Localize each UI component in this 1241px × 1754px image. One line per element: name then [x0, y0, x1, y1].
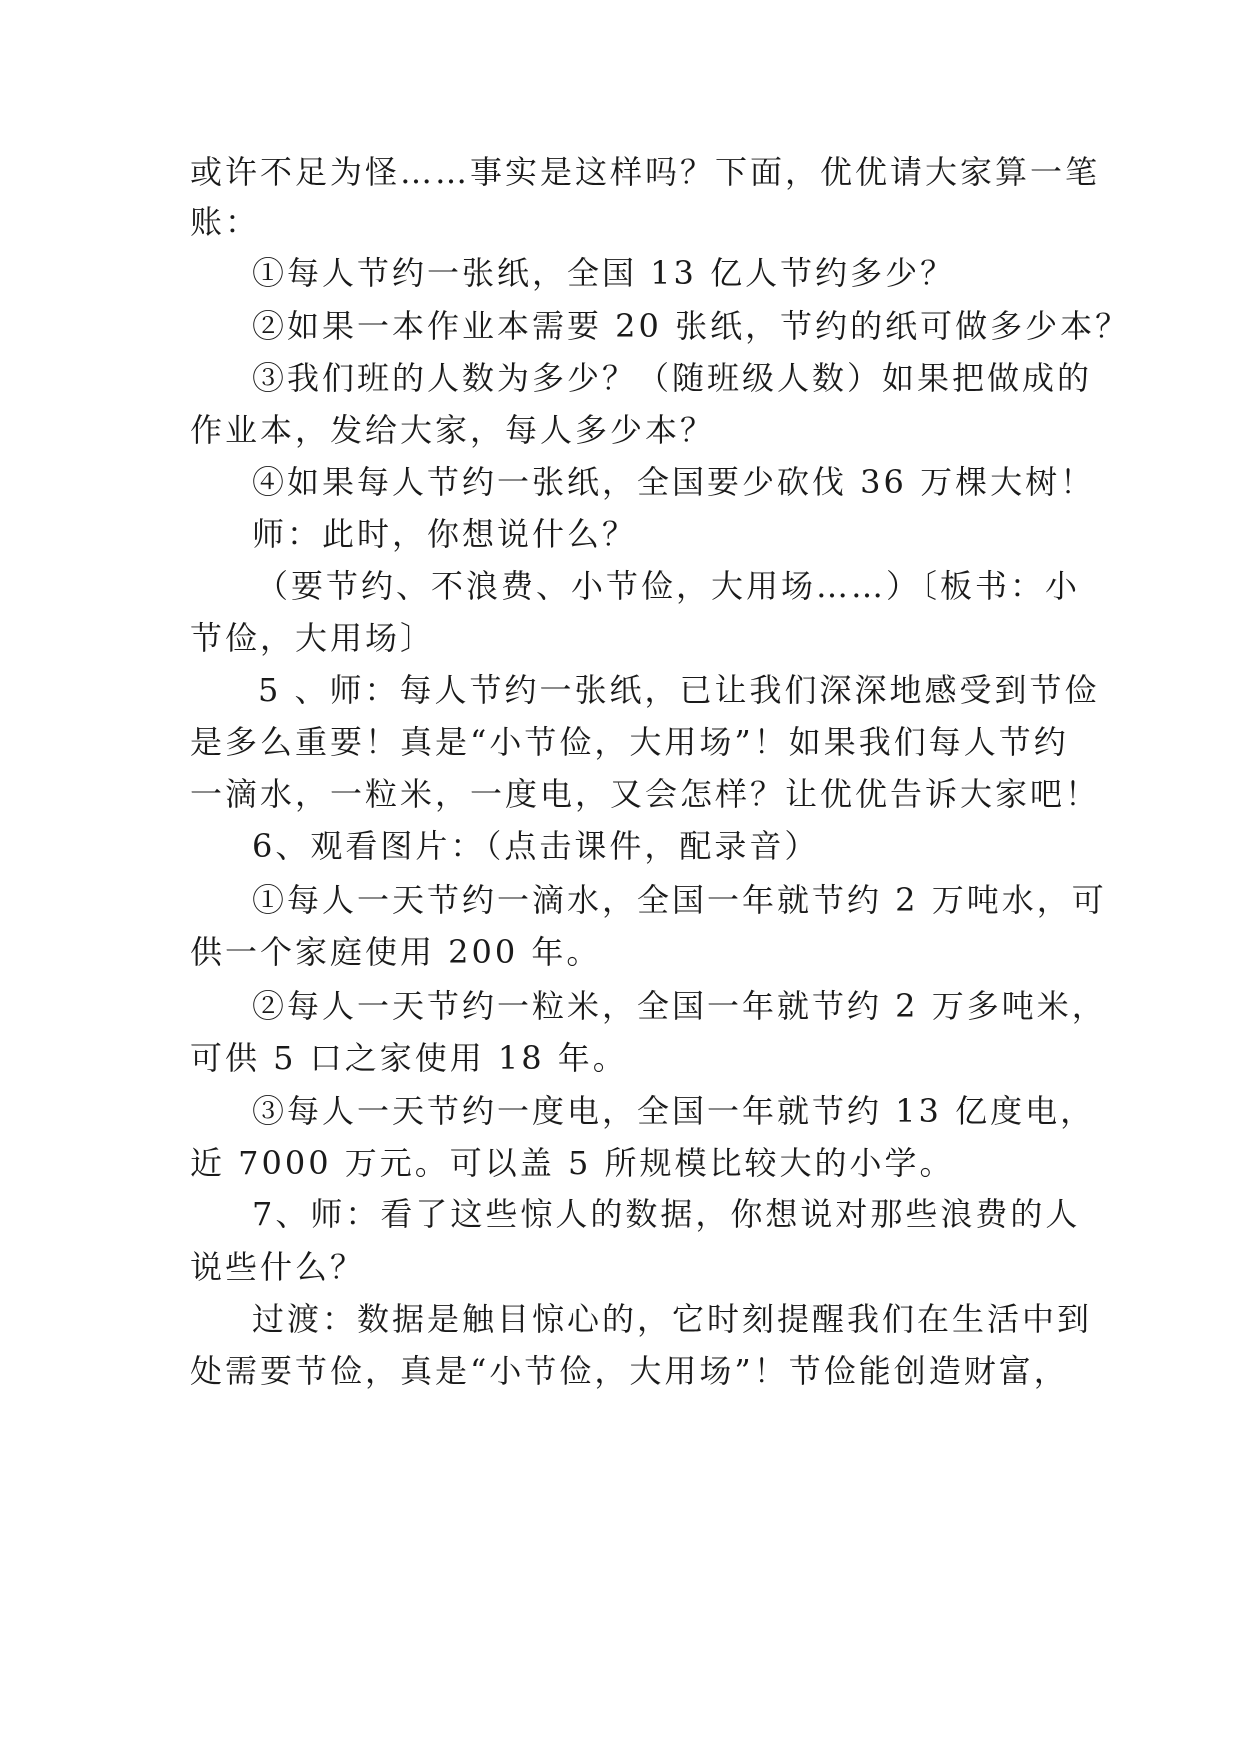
text-line: 可供 5 口之家使用 18 年。 — [190, 1039, 628, 1077]
text-line: ②如果一本作业本需要 20 张纸，节约的纸可做多少本？ — [252, 307, 1131, 345]
text-line: 或许不足为怪……事实是这样吗？下面，优优请大家算一笔 — [190, 153, 1101, 191]
text-line: 供一个家庭使用 200 年。 — [190, 933, 602, 971]
text-line: 是多么重要！真是“小节俭，大用场”！如果我们每人节约 — [190, 723, 1069, 761]
text-line: ③我们班的人数为多少？（随班级人数）如果把做成的 — [252, 359, 1093, 397]
text-line: 处需要节俭，真是“小节俭，大用场”！节俭能创造财富， — [190, 1352, 1069, 1390]
text-line: ①每人节约一张纸，全国 13 亿人节约多少？ — [252, 254, 956, 292]
text-line: 师：此时，你想说什么？ — [252, 515, 638, 553]
text-line: 说些什么？ — [190, 1248, 366, 1286]
text-line: ①每人一天节约一滴水，全国一年就节约 2 万吨水，可 — [252, 881, 1107, 919]
text-line: ③每人一天节约一度电，全国一年就节约 13 亿度电， — [252, 1092, 1096, 1130]
text-line: 账： — [190, 203, 261, 241]
text-line: 作业本，发给大家，每人多少本？ — [190, 411, 716, 449]
text-line: ②每人一天节约一粒米，全国一年就节约 2 万多吨米， — [252, 987, 1107, 1025]
text-line: （要节约、不浪费、小节俭，大用场……）〔板书：小 — [256, 567, 1081, 605]
text-line: 5 、师：每人节约一张纸，已让我们深深地感受到节俭 — [258, 671, 1100, 709]
text-line: 节俭，大用场〕 — [190, 619, 436, 657]
text-line: 6、观看图片：（点击课件，配录音） — [252, 827, 820, 865]
text-line: 近 7000 万元。可以盖 5 所规模比较大的小学。 — [190, 1144, 955, 1182]
text-line: 过渡：数据是触目惊心的，它时刻提醒我们在生活中到 — [252, 1300, 1093, 1338]
text-line: ④如果每人节约一张纸，全国要少砍伐 36 万棵大树！ — [252, 463, 1096, 501]
text-line: 一滴水，一粒米，一度电，又会怎样？让优优告诉大家吧！ — [190, 775, 1101, 813]
text-line: 7、师：看了这些惊人的数据，你想说对那些浪费的人 — [252, 1195, 1081, 1233]
